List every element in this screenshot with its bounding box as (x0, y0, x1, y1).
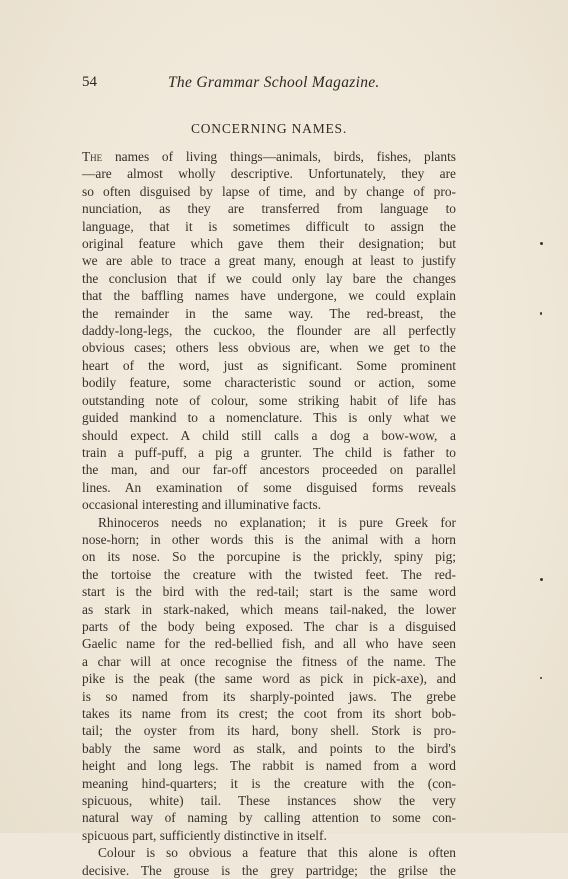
text-line: on its nose. So the porcupine is the prickly, spiny pig; (82, 549, 456, 565)
paragraph-1 (82, 148, 456, 514)
text-line: nunciation, as they are transferred from language to (82, 201, 456, 217)
text-line: obvious cases; others less obvious are, when we get to the (82, 340, 456, 356)
text-line: pike is the peak (the same word as pick in pick-axe), and (82, 671, 456, 687)
text-line: takes its name from its crest; the coot from its short bob- (82, 706, 456, 721)
text-line: Gaelic name for the red-bellied fish, and all who have seen (82, 636, 456, 652)
text-line: as stark in stark-naked, which means tail-naked, the lower (82, 601, 456, 617)
text-line: parts of the body being exposed. The char is a disguised (82, 618, 456, 634)
margin-speck (540, 677, 542, 679)
lead-word: The (82, 149, 103, 164)
text-line: Colour is so obvious a feature that this alone is often (98, 845, 456, 861)
text-line: tail; the oyster from its hard, bony shell. Stork is pro- (82, 723, 456, 739)
text-line: the tortoise the creature with the twisted feet. The red- (82, 566, 456, 582)
text-line: —are almost wholly descriptive. Unfortunately, they are (82, 166, 456, 182)
text-line: daddy-long-legs, the cuckoo, the flounder are all perfectly (82, 323, 456, 339)
text-line: bably the same word as stalk, and points to the bird's (82, 740, 456, 756)
text-line: Rhinoceros needs no explanation; it is pure Greek for (98, 514, 456, 530)
text-line: bodily feature, some characteristic sound or action, some (82, 375, 456, 391)
article-body (82, 148, 456, 879)
text-line: occasional interesting and illuminative facts. (82, 497, 322, 513)
margin-speck (540, 242, 543, 245)
text-line: height and long legs. The rabbit is named from a word (82, 758, 456, 774)
text-line: The names of living things—animals, birds, fishes, plants (82, 149, 456, 164)
paragraph-2 (82, 514, 456, 845)
text-line: meaning hind-quarters; it is the creature with the (con- (82, 775, 456, 791)
margin-speck (540, 312, 542, 315)
text-line: guided mankind to a nomenclature. This is only what we (82, 410, 456, 426)
text-line: nose-horn; in other words this is the animal with a horn (82, 531, 456, 547)
journal-title: The Grammar School Magazine. (168, 74, 380, 91)
text-line: the conclusion that if we could only lay bare the changes (82, 270, 456, 286)
text-line: language, that it is sometimes difficult to assign the (82, 218, 456, 234)
margin-speck (540, 578, 543, 581)
text-line: spicuous part, sufficiently distinctive in itself. (82, 827, 327, 843)
text-line: natural way of naming by calling attention to some con- (82, 810, 456, 826)
text-line: lines. An examination of some disguised forms reveals (82, 479, 456, 495)
text-line: train a puff-puff, a pig a grunter. The child is father to (82, 444, 456, 460)
running-head (82, 74, 458, 94)
text-line: original feature which gave them their designation; but (82, 236, 456, 252)
text-line: heart of the word, just as significant. Some prominent (82, 357, 456, 373)
text-line: we are able to trace a great many, enough at least to justify (82, 253, 456, 269)
text-line: the remainder in the same way. The red-breast, the (82, 305, 456, 321)
paragraph-3 (82, 844, 456, 879)
text-line: should expect. A child still calls a dog a bow-wow, a (82, 427, 456, 443)
text-line: start is the bird with the red-tail; start is the same word (82, 584, 456, 600)
article-title: CONCERNING NAMES. (190, 121, 348, 136)
text-line: that the baffling names have undergone, we could explain (82, 288, 456, 304)
text-line: outstanding note of colour, some striking habit of life has (82, 392, 456, 408)
text-line: spicuous, white) tail. These instances show the very (82, 793, 456, 809)
text-line: decisive. The grouse is the grey partridge; the grilse the (82, 862, 456, 878)
text-line: a char will at once recognise the fitness of the name. The (82, 653, 456, 669)
text-line: is so named from its sharply-pointed jaws. The grebe (82, 688, 456, 704)
text-line: the man, and our far-off ancestors proceeded on parallel (82, 462, 456, 478)
page-number: 54 (82, 74, 97, 90)
text-line: so often disguised by lapse of time, and by change of pro- (82, 183, 456, 199)
